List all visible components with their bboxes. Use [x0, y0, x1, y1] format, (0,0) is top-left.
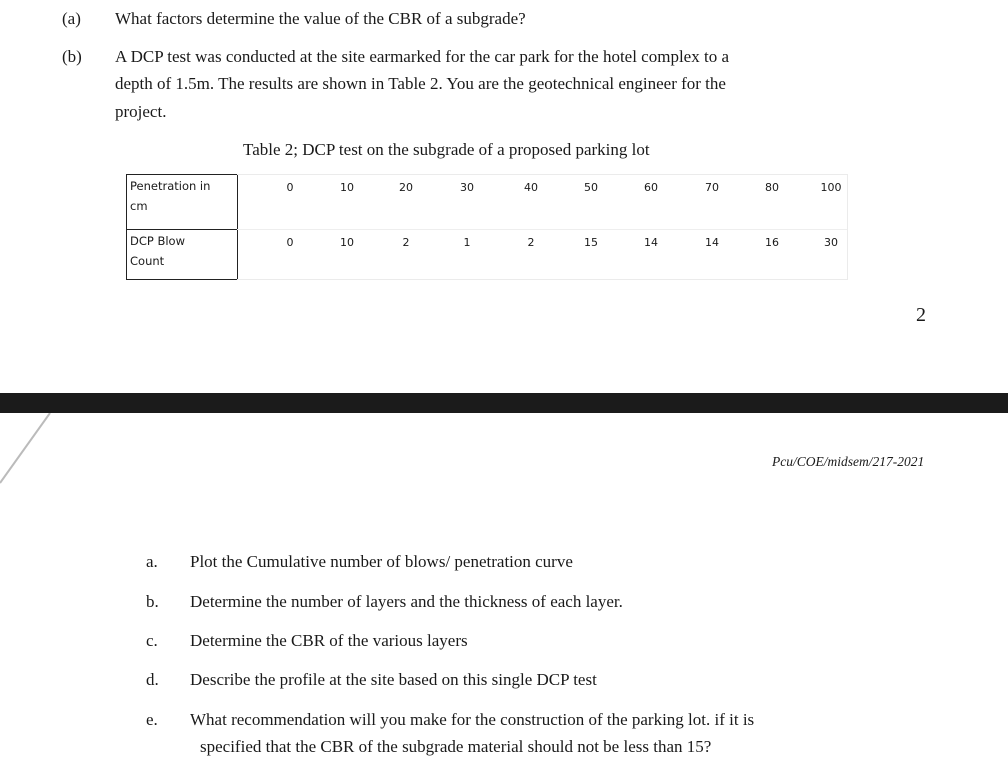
row-header-blows-line-2: Count	[130, 254, 165, 268]
subpart-a-label: a.	[146, 552, 158, 571]
marks: 2	[916, 304, 926, 326]
question-a-text: What factors determine the value of the CBR of a subgrade?	[115, 9, 526, 28]
question-b-label: (b)	[62, 47, 82, 66]
page-separator	[0, 393, 1008, 413]
subpart-e-text-line-2: specified that the CBR of the subgrade material should not be less than 15?	[200, 737, 712, 756]
penetration-cell: 30	[460, 181, 474, 194]
subpart-d-text: Describe the profile at the site based on this single DCP test	[190, 670, 597, 689]
blow-count-cell: 1	[463, 236, 471, 249]
blow-count-cell: 14	[644, 236, 658, 249]
subpart-d-label: d.	[146, 670, 159, 689]
table-faint-divider	[237, 229, 847, 230]
subpart-b-text: Determine the number of layers and the thickness of each layer.	[190, 592, 623, 611]
subpart-b-label: b.	[146, 592, 159, 611]
subpart-c-text: Determine the CBR of the various layers	[190, 631, 468, 650]
subpart-a-text: Plot the Cumulative number of blows/ penetration curve	[190, 552, 573, 571]
blow-count-cell: 2	[527, 236, 535, 249]
penetration-cell: 80	[765, 181, 779, 194]
row-header-blows-line-1: DCP Blow	[130, 234, 186, 248]
penetration-cell: 10	[340, 181, 354, 194]
blow-count-cell: 2	[402, 236, 410, 249]
page-crease-line	[0, 413, 60, 493]
row-header-penetration-line-2: cm	[130, 199, 148, 213]
row-header-penetration	[130, 176, 210, 216]
penetration-cell: 40	[524, 181, 538, 194]
question-b-line-1: A DCP test was conducted at the site earmarked for the car park for the hotel complex to a	[115, 47, 729, 66]
table-header-divider	[126, 229, 237, 230]
blow-count-cell: 16	[765, 236, 779, 249]
question-b-line-3: project.	[115, 102, 167, 121]
footer-reference: Pcu/COE/midsem/217-2021	[772, 454, 925, 469]
question-b-line-2: depth of 1.5m. The results are shown in Table 2. You are the geotechnical engineer for the	[115, 74, 726, 93]
row-header-blows	[130, 231, 185, 271]
penetration-cell: 60	[644, 181, 658, 194]
blow-count-cell: 14	[705, 236, 719, 249]
subpart-e-label: e.	[146, 710, 158, 729]
blow-count-cell: 15	[584, 236, 598, 249]
penetration-cell: 0	[286, 181, 294, 194]
penetration-cell: 20	[399, 181, 413, 194]
blow-count-cell: 0	[286, 236, 294, 249]
subpart-e-text-line-1: What recommendation will you make for the construction of the parking lot. if it is	[190, 710, 755, 729]
penetration-cell: 70	[705, 181, 719, 194]
blow-count-cell: 30	[824, 236, 838, 249]
subpart-c-label: c.	[146, 631, 158, 650]
blow-count-cell: 10	[340, 236, 354, 249]
table-caption: Table 2; DCP test on the subgrade of a proposed parking lot	[243, 140, 650, 159]
penetration-cell: 100	[820, 181, 842, 194]
penetration-cell: 50	[584, 181, 598, 194]
row-header-penetration-line-1: Penetration in	[130, 179, 211, 193]
question-a-label: (a)	[62, 9, 81, 28]
